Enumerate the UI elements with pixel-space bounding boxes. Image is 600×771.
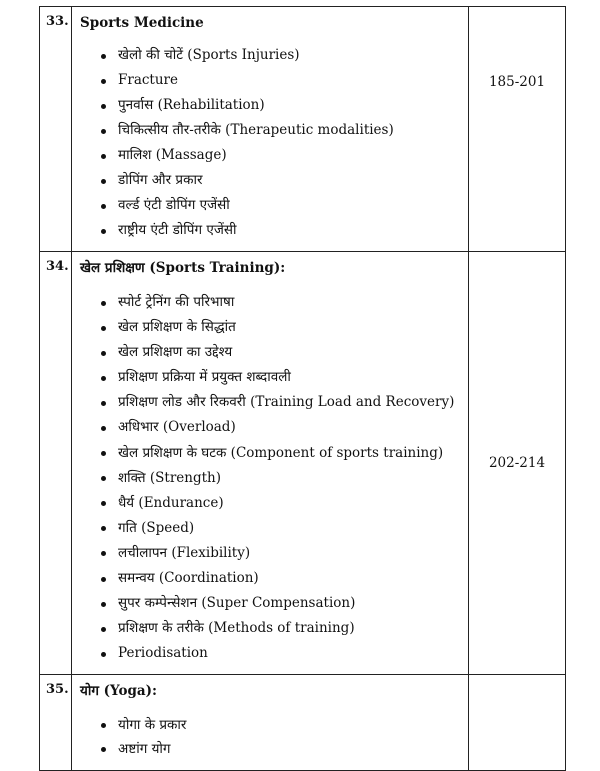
list-item: प्रशिक्षण लोड और रिकवरी (Training Load and Recovery) bbox=[80, 390, 468, 415]
page-range: 185-201 bbox=[469, 7, 566, 252]
list-item: अष्टांग योग bbox=[80, 737, 468, 761]
list-item: पुनर्वास (Rehabilitation) bbox=[80, 93, 468, 118]
bullet-icon bbox=[101, 376, 106, 381]
list-item: समन्वय (Coordination) bbox=[80, 566, 468, 591]
list-item: योगा के प्रकार bbox=[80, 713, 468, 737]
topic-list bbox=[80, 713, 468, 761]
bullet-icon bbox=[101, 179, 106, 184]
page-range: 202-214 bbox=[469, 252, 566, 675]
section-row-35 bbox=[40, 675, 566, 771]
bullet-icon bbox=[101, 747, 106, 752]
list-item: सुपर कम्पेन्सेशन (Super Compensation) bbox=[80, 591, 468, 616]
list-item: प्रशिक्षण प्रक्रिया में प्रयुक्त शब्दावली bbox=[80, 365, 468, 390]
bullet-icon bbox=[101, 204, 106, 209]
bullet-icon bbox=[101, 451, 106, 456]
bullet-icon bbox=[101, 426, 106, 431]
list-item: मालिश (Massage) bbox=[80, 143, 468, 168]
bullet-icon bbox=[101, 326, 106, 331]
bullet-icon bbox=[101, 501, 106, 506]
list-item: खेल प्रशिक्षण के घटक (Component of sports training) bbox=[80, 441, 468, 466]
section-number: 33. bbox=[40, 7, 72, 252]
list-item: प्रशिक्षण के तरीके (Methods of training) bbox=[80, 616, 468, 641]
topic-list bbox=[80, 43, 468, 243]
list-item: Fracture bbox=[80, 68, 468, 93]
list-item: Periodisation bbox=[80, 641, 468, 666]
bullet-icon bbox=[101, 129, 106, 134]
bullet-icon bbox=[101, 526, 106, 531]
bullet-icon bbox=[101, 602, 106, 607]
bullet-icon bbox=[101, 154, 106, 159]
section-title: खेल प्रशिक्षण (Sports Training): bbox=[80, 260, 286, 276]
bullet-icon bbox=[101, 79, 106, 84]
list-item: राष्ट्रीय एंटी डोपिंग एजेंसी bbox=[80, 218, 468, 243]
bullet-icon bbox=[101, 229, 106, 234]
section-title: योग (Yoga): bbox=[80, 683, 158, 700]
list-item: खेल प्रशिक्षण का उद्देश्य bbox=[80, 340, 468, 365]
list-item: वर्ल्ड एंटी डोपिंग एजेंसी bbox=[80, 193, 468, 218]
page-range bbox=[469, 675, 566, 771]
list-item: शक्ति (Strength) bbox=[80, 466, 468, 491]
section-number: 35. bbox=[40, 675, 72, 771]
list-item: लचीलापन (Flexibility) bbox=[80, 541, 468, 566]
bullet-icon bbox=[101, 627, 106, 632]
bullet-icon bbox=[101, 577, 106, 582]
section-number: 34. bbox=[40, 252, 72, 675]
list-item: डोपिंग और प्रकार bbox=[80, 168, 468, 193]
list-item: गति (Speed) bbox=[80, 516, 468, 541]
bullet-icon bbox=[101, 723, 106, 728]
section-content bbox=[72, 675, 469, 771]
bullet-icon bbox=[101, 351, 106, 356]
topic-list bbox=[80, 290, 468, 666]
bullet-icon bbox=[101, 401, 106, 406]
list-item: खेलो की चोटें (Sports Injuries) bbox=[80, 43, 468, 68]
list-item: चिकित्सीय तौर-तरीके (Therapeutic modalities) bbox=[80, 118, 468, 143]
section-content bbox=[72, 252, 469, 675]
list-item: अधिभार (Overload) bbox=[80, 415, 468, 440]
list-item: धैर्य (Endurance) bbox=[80, 491, 468, 516]
bullet-icon bbox=[101, 551, 106, 556]
section-row-34 bbox=[40, 252, 566, 675]
list-item: खेल प्रशिक्षण के सिद्धांत bbox=[80, 315, 468, 340]
section-content bbox=[72, 7, 469, 252]
bullet-icon bbox=[101, 652, 106, 657]
list-item: स्पोर्ट ट्रेनिंग की परिभाषा bbox=[80, 290, 468, 315]
section-row-33 bbox=[40, 7, 566, 252]
section-title: Sports Medicine bbox=[80, 15, 204, 31]
bullet-icon bbox=[101, 104, 106, 109]
bullet-icon bbox=[101, 301, 106, 306]
bullet-icon bbox=[101, 476, 106, 481]
contents-table bbox=[39, 6, 566, 771]
bullet-icon bbox=[101, 54, 106, 59]
